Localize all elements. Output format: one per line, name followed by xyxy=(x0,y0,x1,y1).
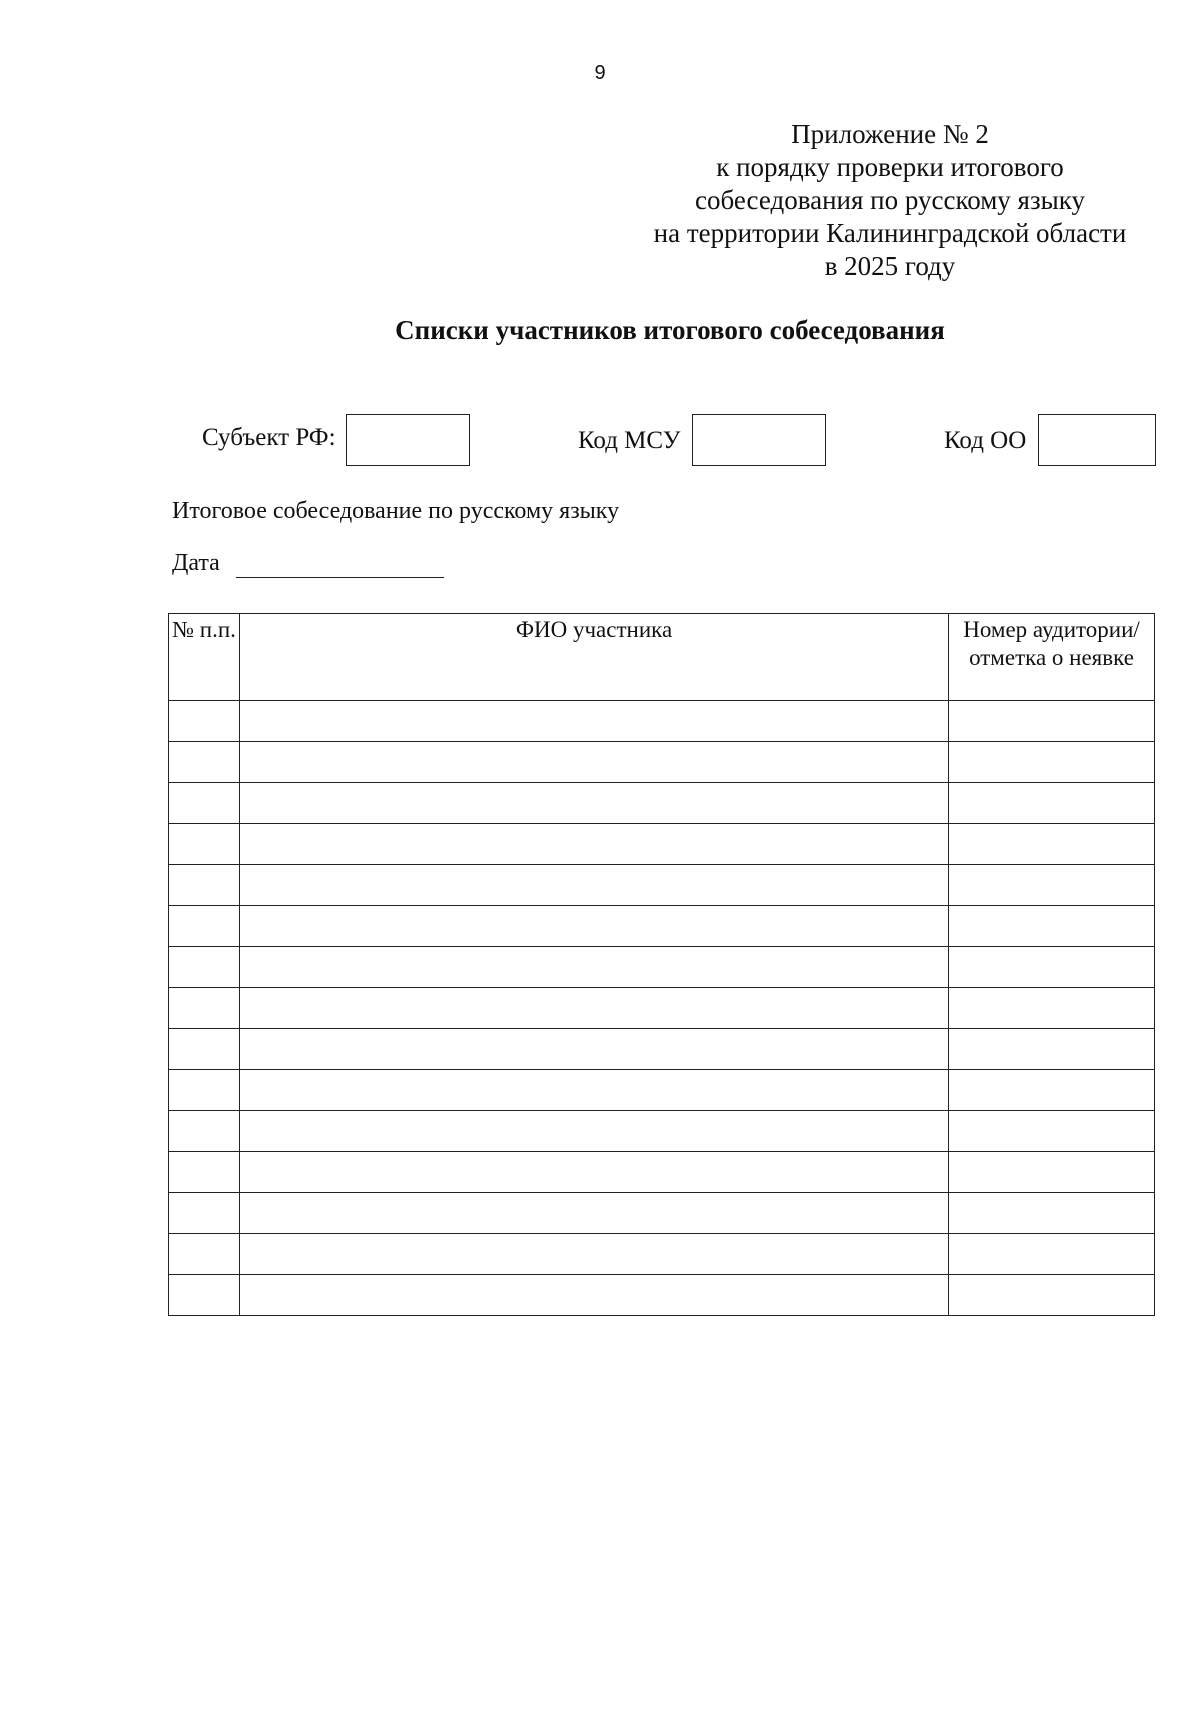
table-row xyxy=(169,824,1155,865)
cell-name[interactable] xyxy=(240,783,949,824)
cell-room[interactable] xyxy=(949,1029,1155,1070)
cell-name[interactable] xyxy=(240,1070,949,1111)
document-title: Списки участников итогового собеседования xyxy=(395,315,945,345)
appendix-header xyxy=(640,118,1140,283)
subject-rf-label: Субъект РФ: xyxy=(202,424,336,451)
cell-number[interactable] xyxy=(169,1275,240,1316)
table-row xyxy=(169,906,1155,947)
cell-number[interactable] xyxy=(169,1111,240,1152)
appendix-line: к порядку проверки итогового xyxy=(716,152,1064,182)
cell-name[interactable] xyxy=(240,824,949,865)
cell-number[interactable] xyxy=(169,783,240,824)
cell-number[interactable] xyxy=(169,906,240,947)
cell-number[interactable] xyxy=(169,1193,240,1234)
table-row xyxy=(169,988,1155,1029)
cell-number[interactable] xyxy=(169,701,240,742)
cell-number[interactable] xyxy=(169,988,240,1029)
cell-name[interactable] xyxy=(240,1275,949,1316)
cell-name[interactable] xyxy=(240,1029,949,1070)
table-row xyxy=(169,1152,1155,1193)
cell-name[interactable] xyxy=(240,1152,949,1193)
msu-code-label: Код МСУ xyxy=(578,427,681,454)
msu-code-box[interactable] xyxy=(692,414,826,466)
cell-number[interactable] xyxy=(169,865,240,906)
cell-room[interactable] xyxy=(949,701,1155,742)
cell-room[interactable] xyxy=(949,988,1155,1029)
cell-room[interactable] xyxy=(949,906,1155,947)
cell-room[interactable] xyxy=(949,865,1155,906)
cell-name[interactable] xyxy=(240,701,949,742)
oo-code-label: Код ОО xyxy=(944,427,1027,454)
cell-room[interactable] xyxy=(949,1152,1155,1193)
table-row xyxy=(169,1111,1155,1152)
exam-subject-line: Итоговое собеседование по русскому языку xyxy=(172,498,620,524)
table-row xyxy=(169,1234,1155,1275)
table-row xyxy=(169,1029,1155,1070)
cell-room[interactable] xyxy=(949,824,1155,865)
cell-number[interactable] xyxy=(169,1070,240,1111)
table-header-row xyxy=(169,614,1155,701)
table-row xyxy=(169,1070,1155,1111)
participants-table xyxy=(168,613,1155,1316)
cell-name[interactable] xyxy=(240,1234,949,1275)
appendix-line: собеседования по русскому языку xyxy=(695,185,1085,215)
table-row xyxy=(169,783,1155,824)
column-header-name: ФИО участника xyxy=(240,614,949,701)
cell-name[interactable] xyxy=(240,947,949,988)
column-header-number: № п.п. xyxy=(169,614,240,701)
cell-room[interactable] xyxy=(949,742,1155,783)
cell-room[interactable] xyxy=(949,1193,1155,1234)
cell-number[interactable] xyxy=(169,1234,240,1275)
cell-room[interactable] xyxy=(949,1234,1155,1275)
cell-name[interactable] xyxy=(240,865,949,906)
cell-number[interactable] xyxy=(169,1152,240,1193)
cell-room[interactable] xyxy=(949,1111,1155,1152)
cell-name[interactable] xyxy=(240,906,949,947)
appendix-line: Приложение № 2 xyxy=(791,119,989,149)
cell-number[interactable] xyxy=(169,824,240,865)
date-field[interactable] xyxy=(236,577,444,578)
subject-rf-box[interactable] xyxy=(346,414,470,466)
cell-room[interactable] xyxy=(949,947,1155,988)
cell-room[interactable] xyxy=(949,1070,1155,1111)
oo-code-box[interactable] xyxy=(1038,414,1156,466)
table-row xyxy=(169,865,1155,906)
cell-number[interactable] xyxy=(169,947,240,988)
cell-number[interactable] xyxy=(169,742,240,783)
table-row xyxy=(169,701,1155,742)
table-row xyxy=(169,742,1155,783)
cell-room[interactable] xyxy=(949,783,1155,824)
column-header-room: Номер аудитории/ отметка о неявке xyxy=(949,614,1155,701)
appendix-line: на территории Калининградской области xyxy=(653,218,1127,248)
date-label: Дата xyxy=(172,550,220,576)
cell-name[interactable] xyxy=(240,988,949,1029)
cell-name[interactable] xyxy=(240,1111,949,1152)
cell-number[interactable] xyxy=(169,1029,240,1070)
cell-room[interactable] xyxy=(949,1275,1155,1316)
table-row xyxy=(169,947,1155,988)
cell-name[interactable] xyxy=(240,742,949,783)
page-number: 9 xyxy=(594,62,606,84)
cell-name[interactable] xyxy=(240,1193,949,1234)
table-row xyxy=(169,1275,1155,1316)
table-row xyxy=(169,1193,1155,1234)
appendix-line: в 2025 году xyxy=(824,251,956,281)
